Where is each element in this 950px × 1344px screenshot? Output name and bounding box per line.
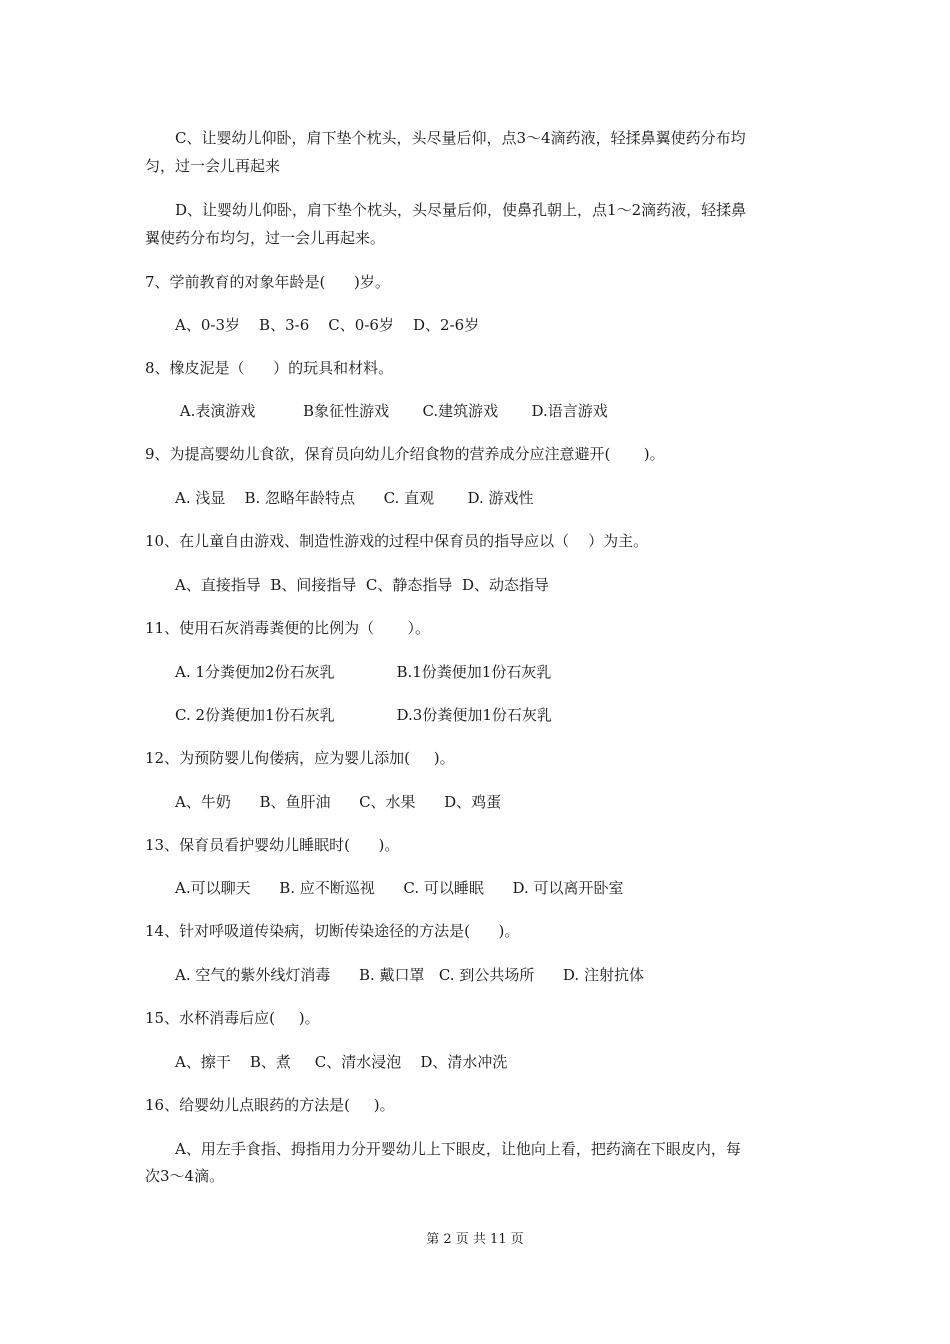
question-14: 14、针对呼吸道传染病，切断传染途径的方法是( )。 — [145, 922, 520, 940]
option-16a-line1: A、用左手食指、拇指用力分开婴幼儿上下眼皮，让他向上看，把药滴在下眼皮内，每 — [175, 1140, 741, 1158]
options-7: A、0-3岁 B、3-6 C、0-6岁 D、2-6岁 — [175, 316, 480, 334]
page-footer: 第 2 页 共 11 页 — [426, 1232, 524, 1247]
options-11-ab: A. 1分粪便加2份石灰乳 B.1份粪便加1份石灰乳 — [175, 663, 552, 681]
options-10: A、直接指导 B、间接指导 C、静态指导 D、动态指导 — [175, 576, 549, 594]
question-10: 10、在儿童自由游戏、制造性游戏的过程中保育员的指导应以（ ）为主。 — [145, 532, 649, 550]
option-6d-line1: D、让婴幼儿仰卧，肩下垫个枕头，头尽量后仰，使鼻孔朝上，点1～2滴药液，轻揉鼻 — [175, 201, 747, 219]
question-13: 13、保育员看护婴幼儿睡眠时( )。 — [145, 836, 400, 854]
options-9: A. 浅显 B. 忽略年龄特点 C. 直观 D. 游戏性 — [175, 489, 534, 507]
option-6d-line2: 翼使药分布均匀，过一会儿再起来。 — [145, 229, 386, 247]
question-11: 11、使用石灰消毒粪便的比例为（ ）。 — [145, 619, 430, 637]
options-8: A.表演游戏 B象征性游戏 C.建筑游戏 D.语言游戏 — [175, 402, 608, 420]
question-9: 9、为提高婴幼儿食欲，保育员向幼儿介绍食物的营养成分应注意避开( )。 — [145, 445, 665, 463]
option-6c-line2: 匀，过一会儿再起来 — [145, 157, 281, 175]
question-8: 8、橡皮泥是（ ）的玩具和材料。 — [145, 359, 394, 377]
question-12: 12、为预防婴儿佝偻病，应为婴儿添加( )。 — [145, 749, 455, 767]
options-11-cd: C. 2份粪便加1份石灰乳 D.3份粪便加1份石灰乳 — [175, 706, 552, 724]
options-14: A. 空气的紫外线灯消毒 B. 戴口罩 C. 到公共场所 D. 注射抗体 — [175, 966, 644, 984]
option-6c-line1: C、让婴幼儿仰卧，肩下垫个枕头，头尽量后仰，点3～4滴药液，轻揉鼻翼使药分布均 — [175, 129, 746, 147]
option-16a-line2: 次3～4滴。 — [145, 1167, 225, 1185]
options-13: A.可以聊天 B. 应不断巡视 C. 可以睡眠 D. 可以离开卧室 — [175, 879, 624, 897]
options-15: A、擦干 B、煮 C、清水浸泡 D、清水冲洗 — [175, 1053, 508, 1071]
options-12: A、牛奶 B、鱼肝油 C、水果 D、鸡蛋 — [175, 793, 502, 811]
question-15: 15、水杯消毒后应( )。 — [145, 1009, 320, 1027]
question-7: 7、学前教育的对象年龄是( )岁。 — [145, 273, 390, 291]
question-16: 16、给婴幼儿点眼药的方法是( )。 — [145, 1096, 395, 1114]
